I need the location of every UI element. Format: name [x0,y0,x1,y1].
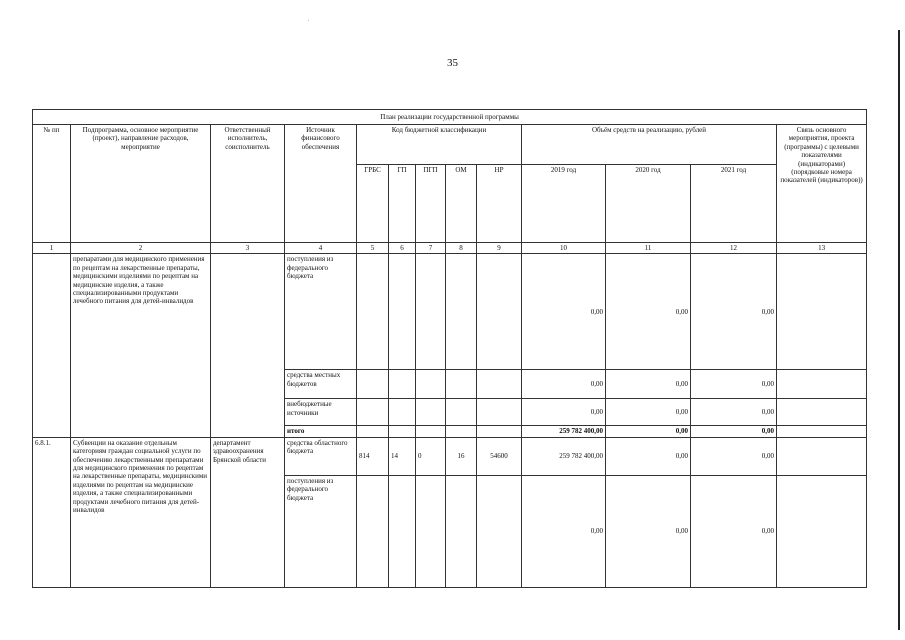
total-2021: 0,00 [691,426,777,437]
grbs-cell: 814 [357,437,389,475]
col-number: 13 [777,243,867,254]
np-cell: 54600 [477,437,522,475]
header-np: НР [477,165,522,243]
value-2021: 0,00 [691,437,777,475]
scan-edge-line [898,30,900,630]
value-2019: 0,00 [522,475,606,587]
col-number: 1 [33,243,71,254]
program-plan-table [32,109,867,588]
total-2020: 0,00 [606,426,691,437]
col-number: 6 [389,243,416,254]
col-number: 12 [691,243,777,254]
row-num: 6.8.1. [33,437,71,587]
header-2019: 2019 год [522,165,606,243]
value-2021: 0,00 [691,475,777,587]
source-cell: поступления из федерального бюджета [285,254,357,370]
value-2019: 259 782 400,00 [522,437,606,475]
value-2019: 0,00 [522,254,606,370]
header-budget-code: Код бюджетной классификации [357,125,522,165]
executor-cell: департамент здравоохранения Брянской области [211,437,285,587]
pgp-cell [416,475,446,587]
measure-description: препаратами для медицинского применения по рецептам на лекарственные препараты, медицинскими изделиями по рецептам на медицинские изделия, а также специализированными продуктами лечебного питания для детей-инвалидов [71,254,211,437]
gp-cell: 14 [389,437,416,475]
table-title: План реализации государственной программы [33,110,867,125]
col-number: 11 [606,243,691,254]
header-link: Связь основного мероприятия, проекта (программы) с целевыми показателями (индикаторами) (порядковые номера показателей (индикаторов)) [777,125,867,243]
value-2020: 0,00 [606,370,691,399]
header-grbs: ГРБС [357,165,389,243]
value-2019: 0,00 [522,370,606,399]
pgp-cell: 0 [416,437,446,475]
col-number: 10 [522,243,606,254]
total-2019: 259 782 400,00 [522,426,606,437]
col-number: 3 [211,243,285,254]
om-cell [446,475,477,587]
header-num: № пп [33,125,71,243]
value-2021: 0,00 [691,370,777,399]
value-2020: 0,00 [606,437,691,475]
page-number: 35 [447,57,458,69]
source-cell: поступления из федерального бюджета [285,475,357,587]
row-num-empty [33,254,71,437]
gp-cell [389,475,416,587]
header-volume: Объём средств на реализацию, рублей [522,125,777,165]
executor-empty [211,254,285,437]
value-2020: 0,00 [606,475,691,587]
source-cell: итого [285,426,357,437]
col-number: 4 [285,243,357,254]
source-cell: средства местных бюджетов [285,370,357,399]
value-2021: 0,00 [691,254,777,370]
header-om: ОМ [446,165,477,243]
np-cell [477,475,522,587]
table-row [33,254,867,370]
header-gp: ГП [389,165,416,243]
grbs-cell [357,475,389,587]
col-number: 8 [446,243,477,254]
header-2020: 2020 год [606,165,691,243]
col-number: 5 [357,243,389,254]
table-row [33,437,867,475]
header-2021: 2021 год [691,165,777,243]
source-cell: средства областного бюджета [285,437,357,475]
value-2021: 0,00 [691,399,777,426]
header-executor: Ответственный исполнитель, соисполнитель [211,125,285,243]
value-2020: 0,00 [606,254,691,370]
scan-speck [308,20,309,21]
measure-description: Субвенции на оказание отдельным категориям граждан социальной услуги по обеспечению лекарственными препаратами для медицинского применения по рецептам на лекарственные препараты, медицинскими изделиями по рецептам на медицинские изделия, а также специализированными продуктами лечебного питания для детей-инвалидов [71,437,211,587]
source-cell: внебюджетные источники [285,399,357,426]
col-number: 7 [416,243,446,254]
value-2020: 0,00 [606,399,691,426]
col-number: 9 [477,243,522,254]
header-source: Источник финансового обеспечения [285,125,357,243]
header-pgp: ПГП [416,165,446,243]
om-cell: 16 [446,437,477,475]
header-subprogram: Подпрограмма, основное мероприятие (проект), направление расходов, мероприятие [71,125,211,243]
value-2019: 0,00 [522,399,606,426]
col-number: 2 [71,243,211,254]
